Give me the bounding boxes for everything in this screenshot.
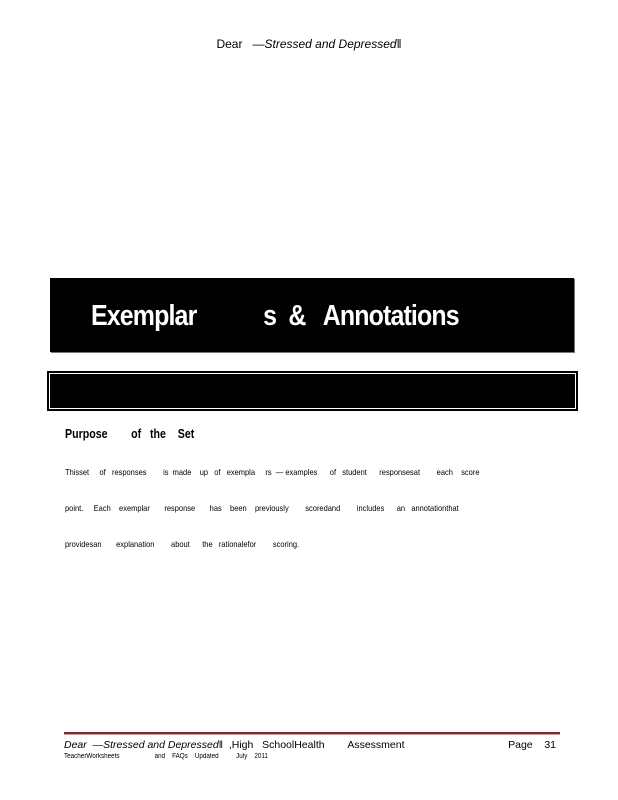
footer-title-line (64, 739, 560, 751)
purpose-line: Thisset of responses is made up of exempla rs — examples of student responsesat each score (65, 467, 480, 477)
header-prefix: Dear (216, 37, 243, 51)
purpose-heading: Purpose of the Set (65, 427, 195, 441)
section-banner (50, 278, 574, 352)
purpose-body (65, 442, 523, 574)
purpose-line: providesan explanation about the rationalefor scoring. (65, 539, 300, 549)
banner-title: Exemplar s & Annotations (91, 300, 459, 332)
footer-dear: Dear (64, 739, 87, 751)
page-number: Page 31 (508, 739, 556, 751)
footer-assessment: ,High SchoolHealth Assessment (223, 739, 405, 751)
footer-doc-title: —Stressed and Depressed‖ (86, 739, 224, 751)
purpose-line: point. Each exemplar response has been previously scoredand includes an annotationthat (65, 503, 459, 513)
header-title: Stressed and Depressed‖ (264, 37, 402, 51)
footer-divider (64, 732, 560, 735)
footer-subline: TeacherWorksheets and FAQs Updated July 2011 (64, 753, 268, 760)
header-dash: — (252, 37, 265, 51)
purpose-section (65, 427, 585, 574)
section-subbar (48, 372, 577, 410)
page-header (0, 37, 618, 51)
